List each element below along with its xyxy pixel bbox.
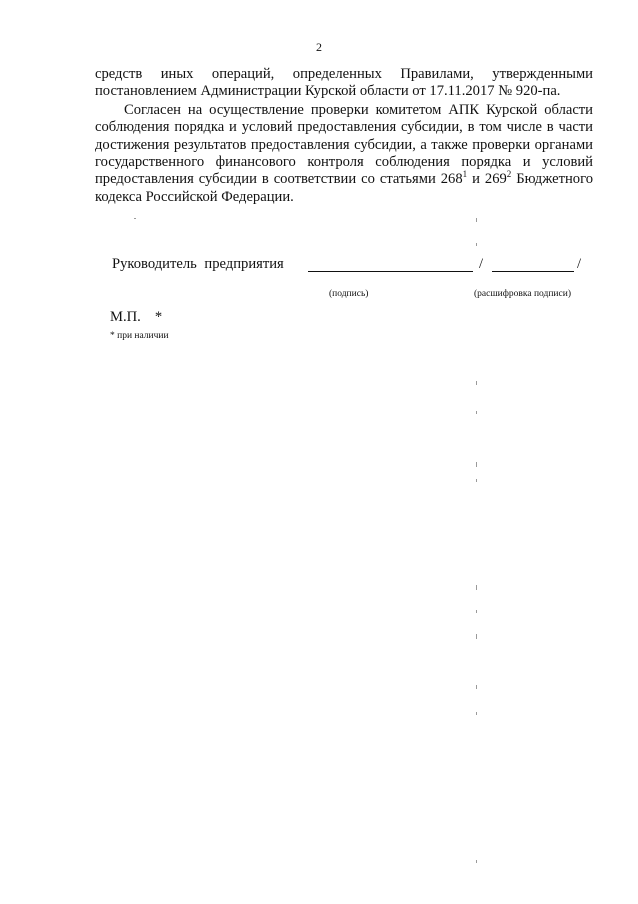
signature-line [308,271,473,272]
caption-signature-decode: (расшифровка подписи) [474,289,571,299]
consent-conjunction: и 269 [467,171,507,188]
scan-artifact [476,712,477,715]
scan-artifact [476,685,477,689]
signature-slash-right: / [577,256,582,272]
scan-artifact [476,381,477,385]
signature-label: Руководитель предприятия [112,256,284,272]
stamp-asterisk: * [154,309,163,325]
superscript-article-269: 2 [506,169,512,180]
stamp-placeholder [110,309,162,326]
scan-artifact [476,610,477,613]
document-body [95,66,593,206]
scan-artifact [476,411,477,414]
signature-slash-left: / [479,256,484,272]
consent-ending: Бюджетного кодекса Российской Федерации. [95,171,593,205]
scan-artifact [134,218,136,219]
scan-artifact [476,634,477,639]
signature-decode-line [492,271,574,272]
stamp-label: М.П. [110,309,141,325]
paragraph-continuation: средств иных операций, определенных Правилами, утвержденными постановлением Администрации Курской области от 17.11.2017 № 920-па. [95,66,593,100]
scan-artifact [476,218,477,222]
consent-text: Согласен на осуществление проверки комитетом АПК Курской области соблюдения порядка и условий предоставления субсидии, в том числе в части достижения результатов предоставления субсидии, а также проверки органами государственного финансового контроля соблюдения порядка и условий предоставления субсидии в соответствии со статьями 268 [95,101,593,188]
footnote: * при наличии [110,331,169,341]
scan-artifact [476,860,477,863]
scan-artifact [476,462,477,467]
scan-artifact [476,585,477,590]
page-number: 2 [316,40,322,54]
caption-signature: (подпись) [329,289,369,299]
paragraph-consent [95,102,593,206]
signature-row [112,256,612,276]
scan-artifact [476,479,477,482]
scan-artifact [476,243,477,246]
superscript-article-268: 1 [462,169,468,180]
